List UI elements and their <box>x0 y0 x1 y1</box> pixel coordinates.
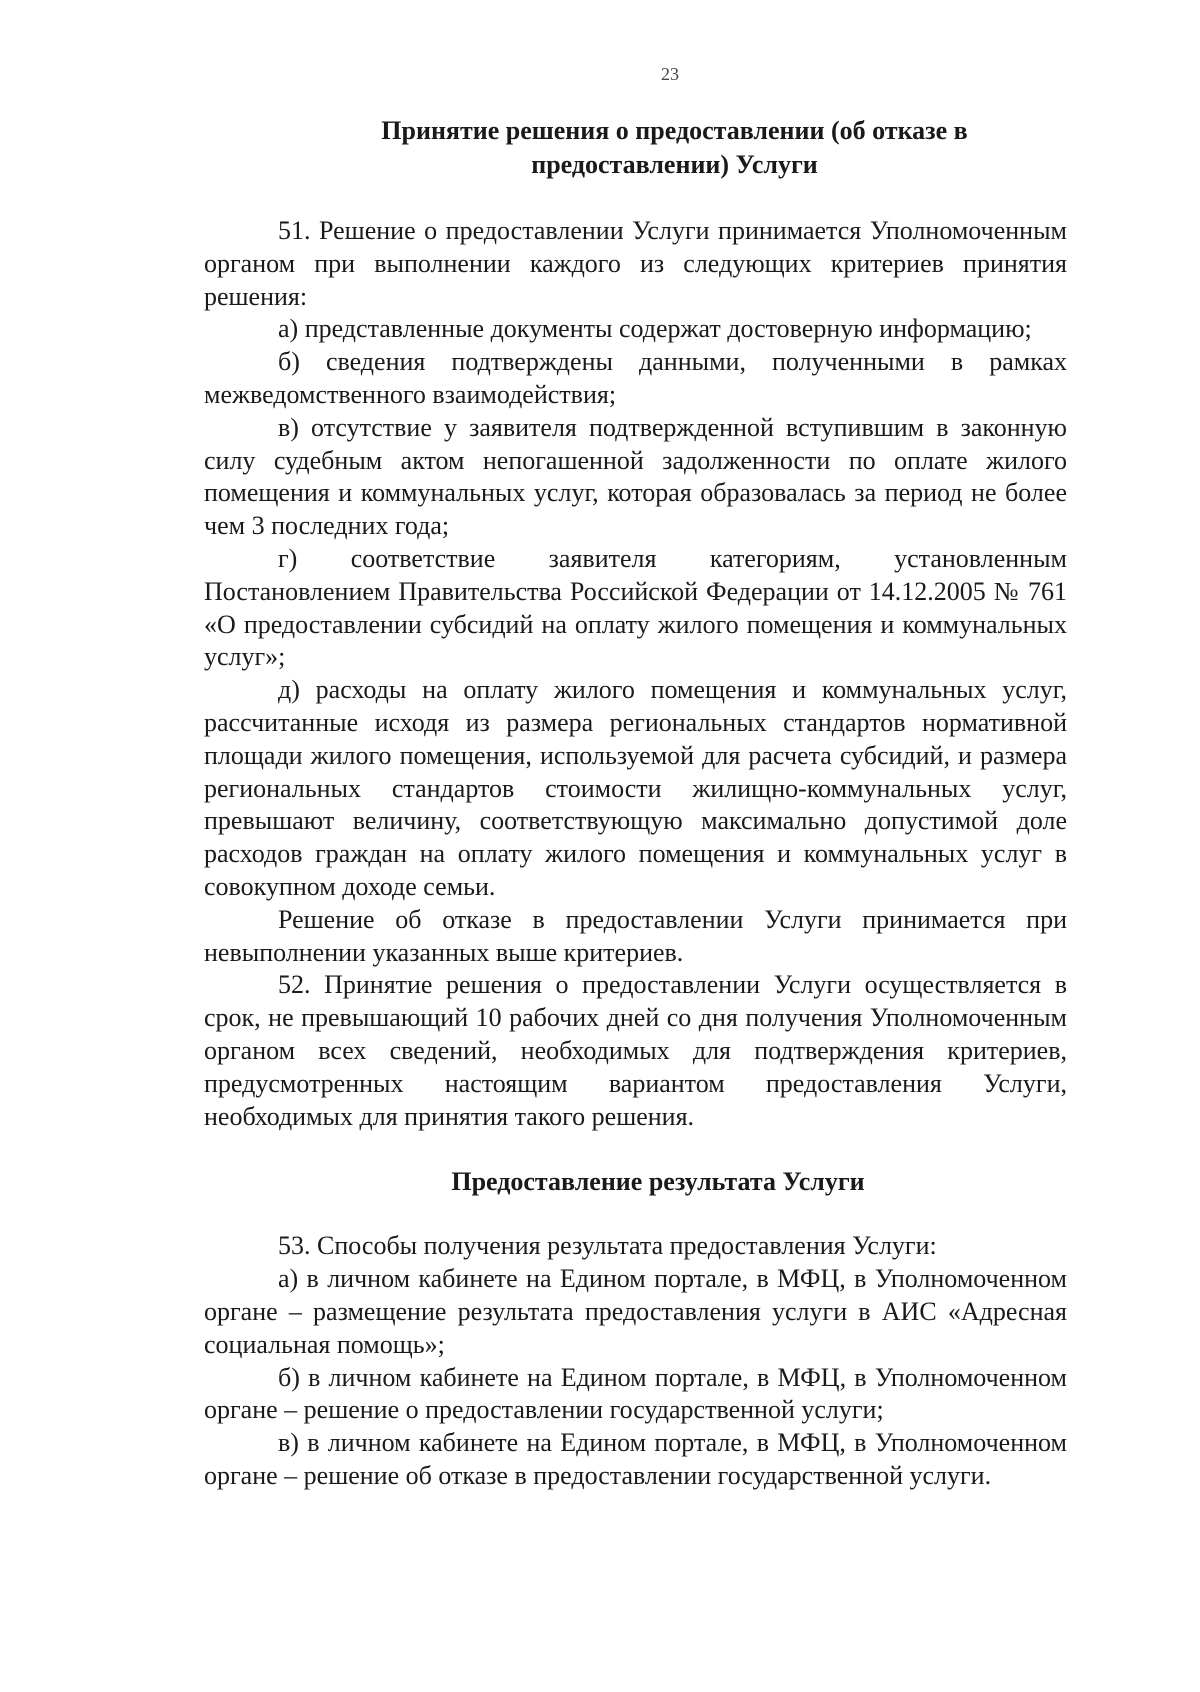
criterion-a: а) представленные документы содержат достоверную информацию; <box>278 314 1032 344</box>
section-heading-result: Предоставление результата Услуги <box>451 1167 865 1197</box>
refusal-paragraph: Решение об отказе в предоставлении Услуги принимается при невыполнении указанных выше критериев. <box>204 904 1067 967</box>
method-c: в) в личном кабинете на Едином портале, в МФЦ, в Уполномоченном органе – решение об отказе в предоставлении государственной услуги. <box>204 1428 1067 1490</box>
criterion-d: г) соответствие заявителя категориям, установленным Постановлением Правительства Российской Федерации от 14.12.2005 № 761 «О предоставлении субсидий на оплату жилого помещения и коммунальных услуг»; <box>204 543 1067 672</box>
method-a: а) в личном кабинете на Едином портале, в МФЦ, в Уполномоченном органе – размещение результата предоставления услуги в АИС «Адресная социальная помощь»; <box>204 1264 1067 1359</box>
heading-line-1: Принятие решения о предоставлении (об отказе в <box>381 116 968 145</box>
page-number: 23 <box>661 64 679 84</box>
document-body <box>204 114 1067 1493</box>
paragraph-53: 53. Способы получения результата предоставления Услуги: <box>278 1231 937 1261</box>
section-heading-decision <box>204 114 1067 182</box>
paragraph-51: 51. Решение о предоставлении Услуги принимается Уполномоченным органом при выполнении каждого из следующих критериев принятия решения: <box>204 216 1067 311</box>
criterion-e: д) расходы на оплату жилого помещения и коммунальных услуг, рассчитанные исходя из размера региональных стандартов нормативной площади жилого помещения, используемой для расчета субсидий, и размера региональных стандартов стоимости жилищно-коммунальных услуг, превышают величину, соответствующую максимально допустимой доле расходов граждан на оплату жилого помещения и коммунальных услуг в совокупном доходе семьи. <box>204 675 1067 901</box>
criterion-b: б) сведения подтверждены данными, полученными в рамках межведомственного взаимодействия; <box>204 347 1067 409</box>
method-b: б) в личном кабинете на Едином портале, в МФЦ, в Уполномоченном органе – решение о предоставлении государственной услуги; <box>204 1362 1067 1425</box>
paragraph-52: 52. Принятие решения о предоставлении Услуги осуществляется в срок, не превышающий 10 рабочих дней со дня получения Уполномоченным органом всех сведений, необходимых для подтверждения критериев, предусмотренных настоящим вариантом предоставления Услуги, необходимых для принятия такого решения. <box>204 970 1067 1131</box>
criterion-c: в) отсутствие у заявителя подтвержденной вступившим в законную силу судебным актом непогашенной задолженности по оплате жилого помещения и коммунальных услуг, которая образовалась за период не более чем 3 последних года; <box>204 412 1067 541</box>
heading-line-2: предоставлении) Услуги <box>531 150 818 179</box>
